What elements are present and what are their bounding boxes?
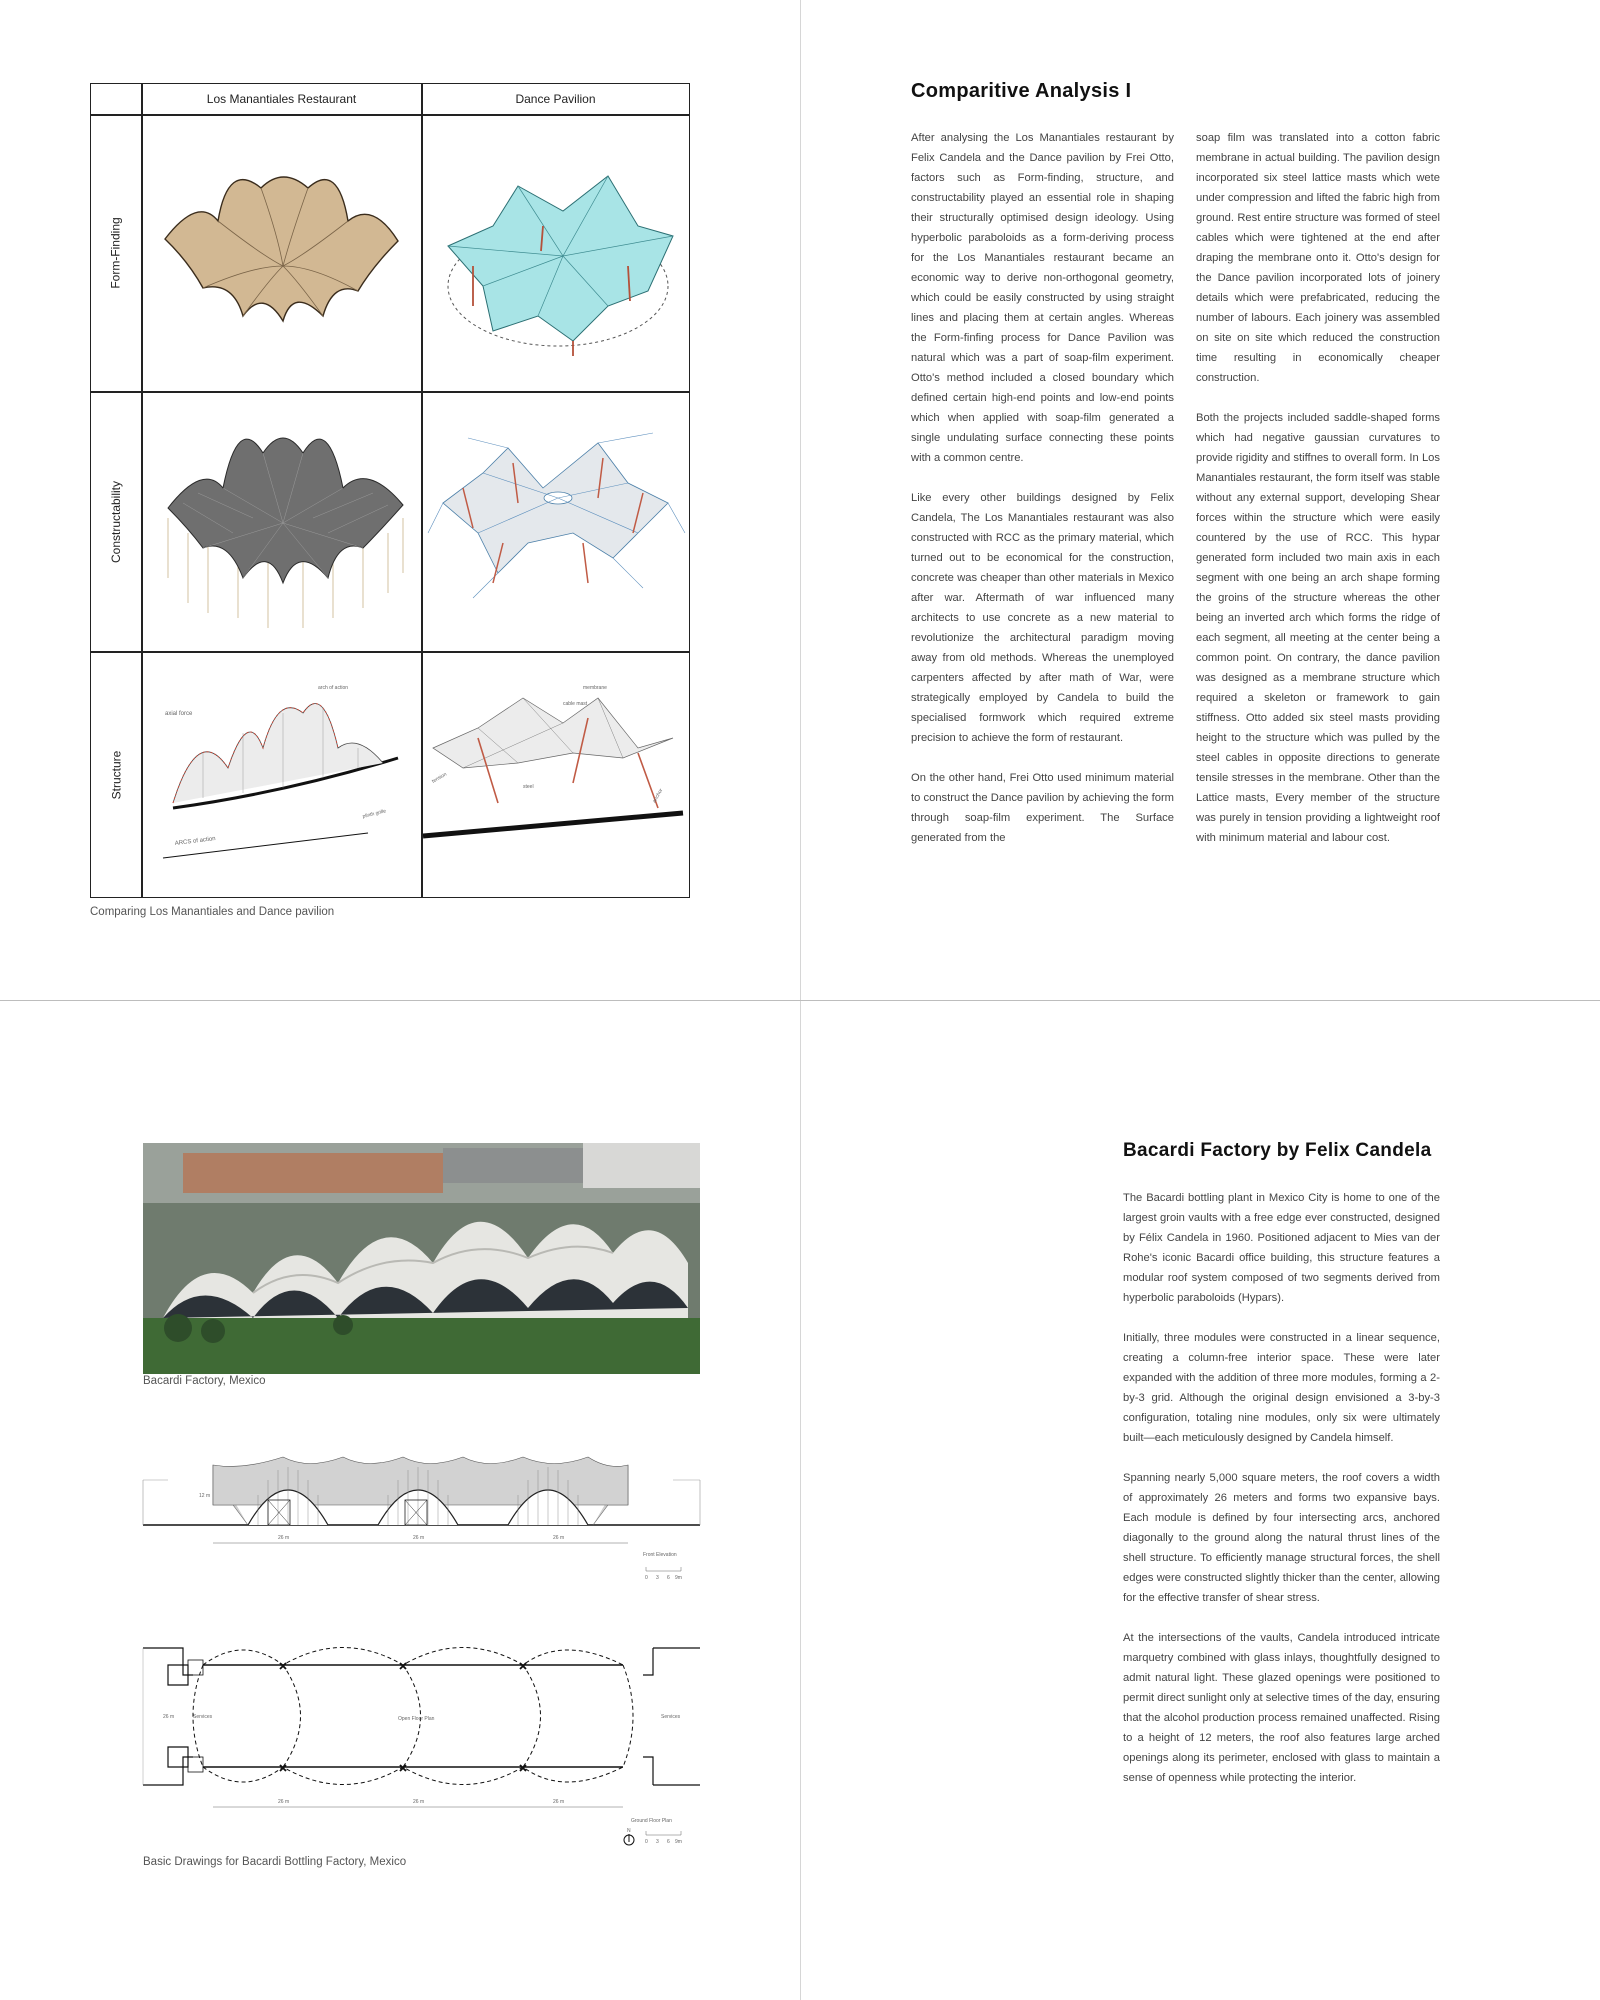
sketch-label-arch: arch of action: [318, 685, 349, 691]
comparison-table: [90, 83, 690, 898]
manantiales-constructability-drawing: [143, 393, 420, 650]
row-header-structure: Structure: [109, 750, 123, 800]
manantiales-form-finding-drawing: [143, 116, 420, 390]
elevation-span-label: 26 m: [278, 1535, 290, 1541]
plan-title: Ground Floor Plan: [631, 1818, 672, 1824]
col-header-dance-pavilion: Dance Pavilion: [515, 92, 596, 106]
dance-pavilion-constructability-drawing: [423, 393, 688, 650]
plan-scale-label: 3: [656, 1839, 659, 1845]
analysis-paragraph: After analysing the Los Manantiales restaurant by Felix Candela and the Dance pavilion by Frei Otto, factors such as Form-finding, structure, and constructability played an essential role in shaping their structurally optimised design ideology. Using hyperbolic paraboloids as a form-deriving process for the Los Manantiales restaurant became an economic way to derive non-orthogonal geometry, which could be easily constructed by using straight lines and placing them at certain angles. Whereas the Form-finfing process for Dance Pavilion was natural which was a part of soap-film experiment. Otto's method included a closed boundary which defined certain high-end points and low-end points which when applied with soap-film generated a single undulating surface connecting these points with a common centre.: [911, 132, 1174, 464]
elevation-height-label: 12 m: [199, 1493, 211, 1499]
plan-scale-label: 9m: [675, 1839, 682, 1845]
north-label: N: [627, 1828, 631, 1834]
plan-depth-label: 26 m: [163, 1714, 175, 1720]
analysis-paragraph: soap film was translated into a cotton fabric membrane in actual building. The pavilion design incorporated six steel lattice masts which wete under compression and lifted the fabric high from ground. Rest entire structure was formed of steel cables which were tightened at the end after draping the membrane onto it. Otto's design for the Dance pavilion incorporated lots of joinery details which were prefabricated, reducing the number of labours. Each joinery was assembled on site on site which reduced the construction time resulting in economically cheaper construction.: [1196, 132, 1440, 384]
bacardi-paragraph: Spanning nearly 5,000 square meters, the roof covers a width of approximately 26 meters and forms two expansive bays. Each module is defined by four intersecting arcs, anchored diagonally to the ground along the natural thrust lines of the shell structure. To efficiently manage structural forces, the shell edges were constructed slightly thicker than the center, allowing for the effective transfer of shear stress.: [1123, 1472, 1440, 1604]
bacardi-paragraph: Initially, three modules were constructed in a linear sequence, creating a column-free interior space. These were later expanded with the addition of three more modules, forming a 2-by-3 grid. Although the original design envisioned a 3-by-3 configuration, totaling nine modules, only six were ultimately built—each meticulously designed by Candela himself.: [1123, 1332, 1440, 1444]
sketch-label-plinth: plinth grille: [362, 808, 387, 820]
plan-services-left: Services: [193, 1714, 213, 1720]
elevation-scale-label: 3: [656, 1575, 659, 1581]
plan-services-right: Services: [661, 1714, 681, 1720]
sketch-label-axial-force: axial force: [165, 711, 193, 717]
col-header-manantiales: Los Manantiales Restaurant: [206, 92, 357, 106]
page-divider-horizontal: [0, 1000, 1600, 1001]
analysis-column-2: [1196, 128, 1440, 868]
plan-span-label: 26 m: [553, 1799, 565, 1805]
dance-pavilion-form-finding-drawing: [423, 116, 688, 390]
sketch-label-membrane: membrane: [583, 685, 607, 691]
sketch-label-arcs: ARCS of action: [174, 836, 216, 847]
elevation-scale-label: 9m: [675, 1575, 682, 1581]
analysis-title: Comparitive Analysis I: [911, 80, 1132, 102]
analysis-column-1: [911, 128, 1174, 868]
table-caption: Comparing Los Manantiales and Dance pavilion: [90, 906, 335, 918]
plan-scale-label: 0: [645, 1839, 648, 1845]
plan-span-label: 26 m: [413, 1799, 425, 1805]
elevation-span-label: 26 m: [553, 1535, 565, 1541]
manantiales-structure-sketch: [143, 653, 420, 897]
photo-caption: Bacardi Factory, Mexico: [143, 1375, 266, 1387]
elevation-scale-label: 0: [645, 1575, 648, 1581]
row-header-form-finding: Form-Finding: [109, 217, 124, 289]
bacardi-factory-photo: [143, 1143, 700, 1374]
bacardi-text-column: [1123, 1188, 1440, 1808]
plan-span-label: 26 m: [278, 1799, 290, 1805]
bacardi-paragraph: At the intersections of the vaults, Candela introduced intricate marquetry combined with glass inlays, thoughtfully designed to admit natural light. These glazed openings were positioned to permit direct sunlight only at selective times of the day, ensuring that the alcohol production process remained unaffected. Rising to a height of 12 meters, the roof also features large arched openings along its perimeter, enclosed with glass to maintain a sense of openness while protecting the interior.: [1123, 1632, 1440, 1784]
analysis-paragraph: Both the projects included saddle-shaped forms which had negative gaussian curvatures to provide rigidity and stiffnes to overall form. In Los Manantiales restaurant, the form itself was stable without any external support, developing Shear forces within the structure which were easily countered by the use of RCC. This hypar generated form included two main axis in each segment with one being an arch shape forming the groins of the structure whereas the other being an inverted arch which forms the ridge of each segment, all meeting at the center being a common point. On contrary, the dance pavilion was designed as a membrane structure which required a skeleton or framework to gain stiffness. Otto added six steel masts providing height to the structure which was pulled by the steel cables in opposite directions to generate tensile stresses in the membrane. Other than the Lattice masts, Every member of the structure was purely in tension providing a lightweight roof with minimum material and labour cost.: [1196, 412, 1440, 844]
bacardi-title: Bacardi Factory by Felix Candela: [1123, 1140, 1432, 1161]
sketch-label-anchor: anchor: [651, 787, 665, 804]
elevation-scale-label: 6: [667, 1575, 670, 1581]
plan-scale-label: 6: [667, 1839, 670, 1845]
analysis-paragraph: On the other hand, Frei Otto used minimum material to construct the Dance pavilion by achieving the form through soap-film experiment. The Surface generated from the: [911, 772, 1174, 844]
bacardi-paragraph: The Bacardi bottling plant in Mexico City is home to one of the largest groin vaults with a free edge ever constructed, designed by Félix Candela in 1960. Positioned adjacent to Mies van der Rohe's iconic Bacardi office building, this structure features a modular roof system composed of two segments derived from hyperbolic paraboloids (Hypars).: [1123, 1192, 1440, 1304]
analysis-paragraph: Like every other buildings designed by Felix Candela, The Los Manantiales restaurant was also constructed with RCC as the primary material, which turned out to be economical for the construction, concrete was cheaper than other materials in Mexico after war. Aftermath of war influenced many architects to use concrete as a new material to revolutionize the architectural paradigm moving away from old methods. Whereas the unemployed carpenters affected by after math of War, were strategically employed by Candela to build the specialised formwork which required extreme precision to achieve the form of restaurant.: [911, 492, 1174, 744]
row-header-constructability: Constructability: [109, 480, 123, 563]
sketch-label-cable-mast: cable mast: [563, 701, 588, 707]
elevation-title: Front Elevation: [643, 1552, 677, 1558]
sketch-label-steel: steel: [523, 784, 534, 790]
ground-floor-plan-drawing: [143, 1645, 700, 1845]
sketch-label-tension: tension: [431, 771, 448, 785]
elevation-span-label: 26 m: [413, 1535, 425, 1541]
dance-pavilion-structure-sketch: [423, 653, 688, 897]
drawings-caption: Basic Drawings for Bacardi Bottling Factory, Mexico: [143, 1856, 407, 1868]
front-elevation-drawing: [143, 1455, 700, 1590]
plan-open-floor: Open Floor Plan: [398, 1716, 435, 1722]
